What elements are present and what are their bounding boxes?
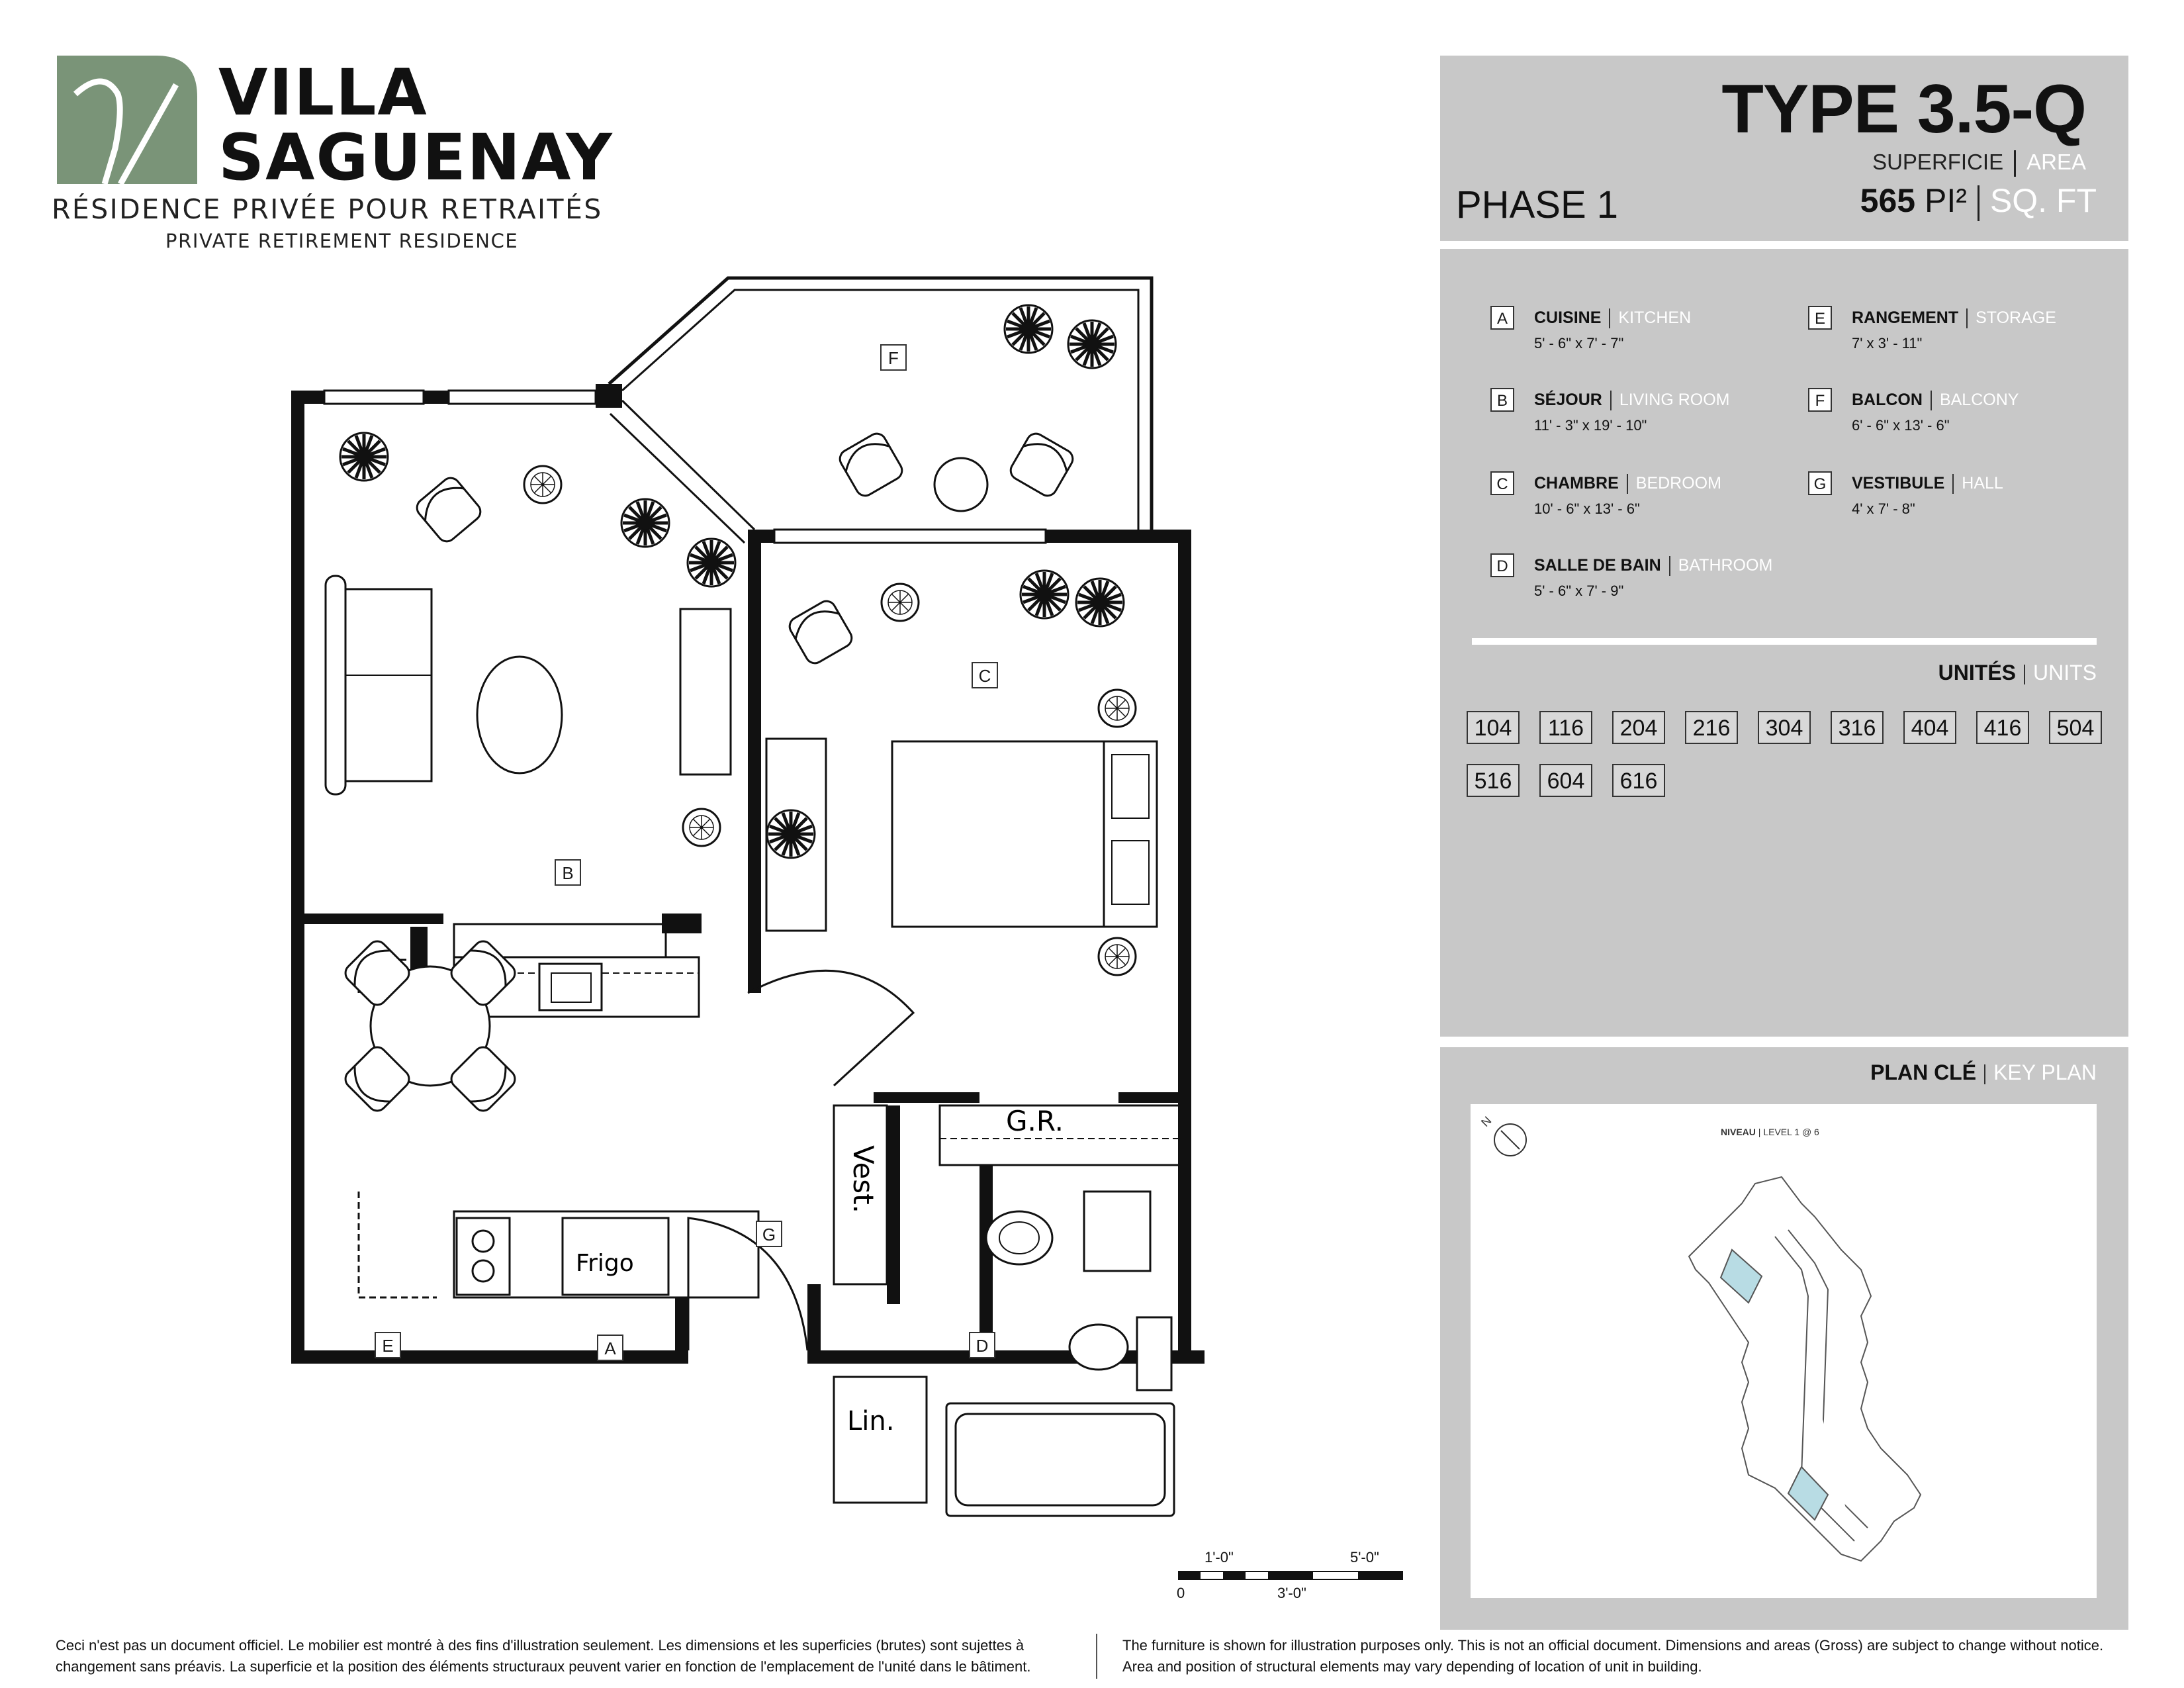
scale-label-1ft: 1'-0" [1205,1549,1234,1566]
legend-name [1852,308,2056,328]
scale-label-0: 0 [1177,1585,1185,1601]
legend-name-fr: BALCON [1852,391,1923,409]
key-plan-heading-en: KEY PLAN [1993,1060,2097,1084]
legend-dims: 4' x 7' - 8" [1852,500,1915,517]
key-plan-heading-fr: PLAN CLÉ [1870,1060,1977,1084]
plan-tag-f: F [880,344,907,371]
legend-letter: G [1808,471,1832,495]
plan-vest-label: Vest. [847,1145,880,1214]
plan-tag-c: C [972,662,998,688]
plan-tag-d: D [969,1332,995,1358]
unit-box: 404 [1903,711,1956,744]
plan-frigo-label: Frigo [576,1250,634,1277]
area-value-row [1860,181,2097,221]
legend-name-fr: VESTIBULE [1852,474,1945,492]
logo-title-line1: VILLA [218,56,428,130]
key-plan-svg [1471,1104,2097,1598]
unit-box: 104 [1467,711,1520,744]
legend-name-fr: SALLE DE BAIN [1534,556,1661,575]
separator [1669,556,1670,576]
unit-box: 116 [1539,711,1592,744]
legend-letter: C [1490,471,1514,495]
area-unit-en: SQ. FT [1989,182,2097,219]
legend-name-en: KITCHEN [1618,308,1692,327]
key-plan-heading [1870,1060,2097,1085]
footer-disclaimer-fr [56,1635,1030,1677]
footer-fr-line2: changement sans préavis. La superficie et la position des éléments structuraux peuvent varier en fonction de l'emplacement de l'unité dans le bâtiment. [56,1658,1031,1675]
logo-subtitle-en: PRIVATE RETIREMENT RESIDENCE [165,230,519,252]
unit-box: 616 [1612,764,1665,797]
north-label: N [1479,1113,1494,1129]
legend-dims: 11' - 3" x 19' - 10" [1534,417,1647,434]
niveau-value: LEVEL 1 @ 6 [1763,1127,1819,1137]
niveau-label-text: NIVEAU [1721,1127,1756,1137]
separator [1978,185,1979,221]
unit-box: 604 [1539,764,1592,797]
legend-name-fr: RANGEMENT [1852,308,1959,327]
area-label-fr: SUPERFICIE [1872,150,2004,174]
footer-en-line2: Area and position of structural elements may vary depending of location of unit in building. [1122,1658,1702,1675]
legend-name [1852,391,2019,410]
unit-box: 216 [1685,711,1738,744]
unit-type-title: TYPE 3.5-Q [1721,71,2086,148]
plan-lin-label: Lin. [847,1406,895,1436]
plan-tag-e: E [375,1332,401,1358]
unit-box: 504 [2049,711,2102,744]
legend-name-fr: CUISINE [1534,308,1602,327]
unit-box: 316 [1831,711,1884,744]
legend-letter: D [1490,553,1514,577]
legend-dims: 6' - 6" x 13' - 6" [1852,417,1950,434]
logo-title-line2: SAGUENAY [218,120,614,195]
legend-name-en: STORAGE [1976,308,2056,327]
footer-separator [1096,1634,1097,1679]
plan-tag-g: G [756,1221,782,1247]
separator [1610,391,1612,410]
units-heading [1938,661,2097,685]
logo-subtitle-fr: RÉSIDENCE PRIVÉE POUR RETRAITÉS [52,193,603,225]
villa-saguenay-logo-mark [57,56,197,184]
legend-name [1534,308,1691,328]
floor-plan [265,252,1205,1549]
north-arrow-icon [1479,1114,1526,1156]
scale-label-5ft: 5'-0" [1350,1549,1379,1566]
unit-box: 516 [1467,764,1520,797]
legend-dims: 7' x 3' - 11" [1852,335,1923,352]
legend-name [1534,474,1721,494]
area-label-en: AREA [2026,150,2086,174]
area-unit-fr: PI² [1924,182,1967,219]
separator [2014,150,2016,177]
legend-name-en: BALCONY [1939,391,2019,409]
footer-en-line1: The furniture is shown for illustration purposes only. This is not an official document. Dimensions and areas (Gross) are subject to change without notice. [1122,1637,2104,1654]
plan-tag-b: B [555,859,581,886]
scale-label-3ft: 3'-0" [1277,1585,1306,1601]
units-heading-en: UNITS [2033,661,2097,684]
rooms-legend-panel [1440,249,2128,1037]
separator [1931,391,1932,410]
plan-gr-label: G.R. [1006,1105,1064,1137]
unit-box: 304 [1758,711,1811,744]
key-plan-panel [1440,1047,2128,1630]
scale-bar [1178,1566,1403,1586]
footer-fr-line1: Ceci n'est pas un document officiel. Le mobilier est montré à des fins d'illustration seulement. Les dimensions et les superficies (brutes) sont sujettes à [56,1637,1024,1654]
legend-name-en: BATHROOM [1678,556,1773,575]
legend-name-en: BEDROOM [1635,474,1721,492]
legend-name-fr: CHAMBRE [1534,474,1619,492]
area-value: 565 [1860,182,1916,219]
separator [2024,665,2025,684]
legend-name [1852,474,2003,494]
legend-letter: B [1490,388,1514,412]
separator [1952,474,1954,494]
legend-dims: 5' - 6" x 7' - 9" [1534,583,1624,599]
type-header-panel [1440,56,2128,241]
separator [1627,474,1628,494]
phase-label: PHASE 1 [1456,183,1618,226]
legend-name-fr: SÉJOUR [1534,391,1602,409]
units-heading-fr: UNITÉS [1938,661,2016,684]
legend-dims: 10' - 6" x 13' - 6" [1534,500,1640,517]
separator [1984,1064,1985,1084]
separator [1966,308,1968,328]
legend-letter: A [1490,306,1514,330]
niveau-label: NIVEAU | LEVEL 1 @ 6 [1721,1127,1819,1137]
separator [1609,308,1610,328]
key-plan-drawing [1471,1104,2097,1598]
legend-letter: F [1808,388,1832,412]
area-label-row [1872,150,2086,177]
unit-box: 416 [1976,711,2029,744]
legend-name-en: LIVING ROOM [1619,391,1730,409]
legend-dims: 5' - 6" x 7' - 7" [1534,335,1624,352]
unit-box: 204 [1612,711,1665,744]
legend-letter: E [1808,306,1832,330]
legend-name-en: HALL [1962,474,2003,492]
footer-disclaimer-en [1122,1635,2103,1677]
legend-name [1534,391,1730,410]
legend-name [1534,556,1772,576]
legend-divider [1472,638,2097,645]
plan-tag-a: A [597,1335,623,1361]
